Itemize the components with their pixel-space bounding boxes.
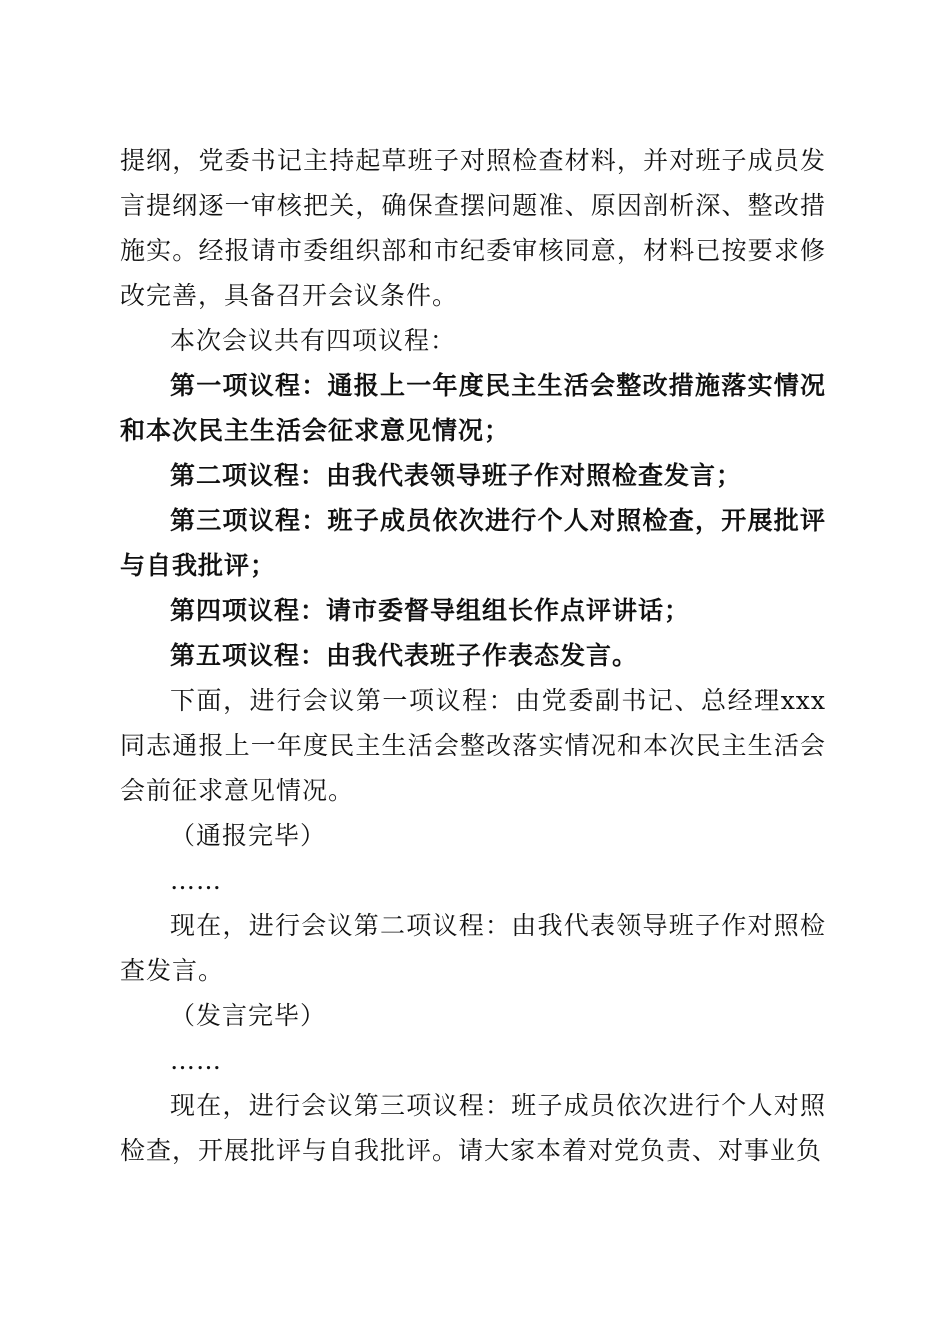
note-report-complete: （通报完毕） xyxy=(170,821,327,850)
agenda-item-5: 第五项议程：由我代表班子作表态发言。 xyxy=(170,641,639,670)
document-body xyxy=(120,138,826,1173)
paragraph-second-item: 现在，进行会议第二项议程：由我代表领导班子作对照检查发言。 xyxy=(120,911,826,985)
agenda-item-1: 第一项议程：通报上一年度民主生活会整改措施落实情况和本次民主生活会征求意见情况； xyxy=(120,371,826,445)
paragraph-agenda-intro: 本次会议共有四项议程： xyxy=(170,326,457,355)
agenda-item-2: 第二项议程：由我代表领导班子作对照检查发言； xyxy=(170,461,743,490)
agenda-item-4: 第四项议程：请市委督导组组长作点评讲话； xyxy=(170,596,691,625)
note-speech-complete: （发言完毕） xyxy=(170,1001,327,1030)
paragraph-materials-prep: 提纲，党委书记主持起草班子对照检查材料，并对班子成员发言提纲逐一审核把关，确保查摆问题准、原因剖析深、整改措施实。经报请市委组织部和市纪委审核同意，材料已按要求修改完善，具备召开会议条件。 xyxy=(120,146,826,310)
ellipsis-2: …… xyxy=(170,1046,222,1075)
ellipsis-1: …… xyxy=(170,866,222,895)
agenda-item-3: 第三项议程：班子成员依次进行个人对照检查，开展批评与自我批评； xyxy=(120,506,826,580)
paragraph-first-item: 下面，进行会议第一项议程：由党委副书记、总经理xxx同志通报上一年度民主生活会整改落实情况和本次民主生活会会前征求意见情况。 xyxy=(120,686,826,805)
paragraph-third-item: 现在，进行会议第三项议程：班子成员依次进行个人对照检查，开展批评与自我批评。请大家本着对党负责、对事业负 xyxy=(120,1091,826,1165)
